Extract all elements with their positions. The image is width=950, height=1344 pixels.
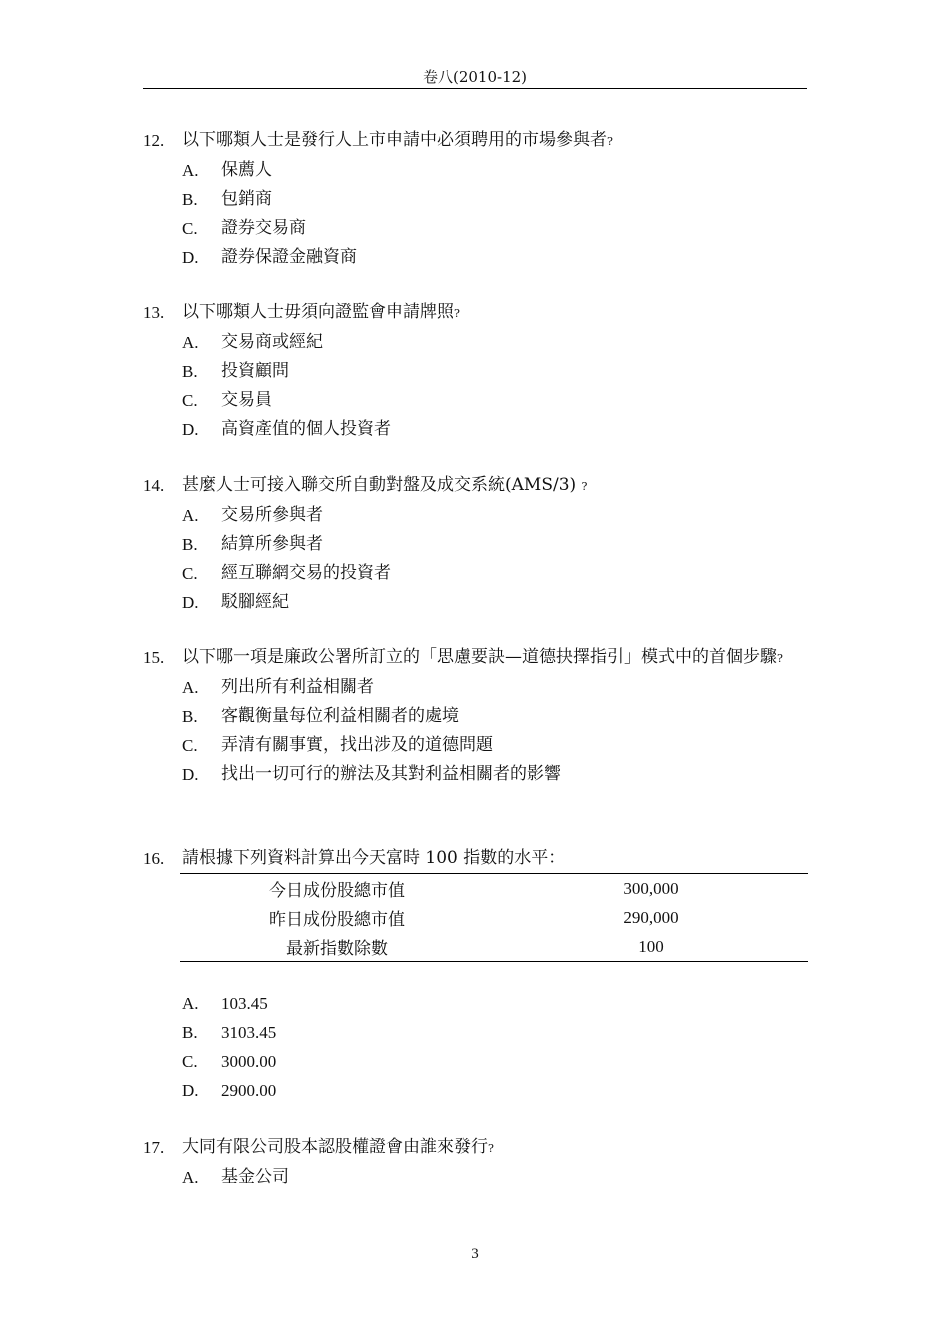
option-letter: A. bbox=[182, 161, 199, 180]
option-text: 3000.00 bbox=[221, 1052, 277, 1071]
question-15 bbox=[143, 643, 807, 789]
question-stem: 以下哪類人士毋須向證監會申請牌照 bbox=[182, 302, 454, 322]
option-text: 103.45 bbox=[221, 994, 268, 1013]
option-c bbox=[182, 1047, 807, 1076]
option-letter: D. bbox=[182, 1081, 199, 1100]
question-number: 16. bbox=[143, 849, 165, 868]
option-a bbox=[182, 501, 807, 530]
question-number: 15. bbox=[143, 648, 165, 667]
table-row bbox=[180, 932, 808, 962]
option-letter: D. bbox=[182, 420, 199, 439]
option-letter: A. bbox=[182, 1168, 199, 1187]
option-c bbox=[182, 731, 807, 760]
option-a bbox=[182, 1163, 807, 1192]
question-13 bbox=[143, 298, 807, 444]
option-letter: A. bbox=[182, 333, 199, 352]
option-b bbox=[182, 702, 807, 731]
question-stem: 以下哪一項是廉政公署所訂立的「思慮要訣—道德抉擇指引」模式中的首個步驟 bbox=[182, 647, 777, 667]
row-value: 300,000 bbox=[623, 878, 679, 898]
table-row bbox=[180, 903, 808, 932]
option-text: 找出一切可行的辦法及其對利益相關者的影響 bbox=[221, 764, 561, 784]
option-text: 證券保證金融資商 bbox=[221, 247, 357, 267]
option-c bbox=[182, 559, 807, 588]
option-text: 交易所參與者 bbox=[221, 505, 323, 525]
question-16-options bbox=[143, 989, 807, 1105]
question-mark: ? bbox=[454, 307, 460, 320]
question-stem: 以下哪類人士是發行人上市申請中必須聘用的市場參與者 bbox=[182, 130, 607, 150]
option-a bbox=[182, 989, 807, 1018]
option-text: 2900.00 bbox=[221, 1081, 277, 1100]
option-letter: C. bbox=[182, 736, 198, 755]
row-label: 最新指數除數 bbox=[286, 939, 388, 959]
option-text: 投資顧問 bbox=[221, 361, 289, 381]
option-letter: C. bbox=[182, 219, 198, 238]
question-number: 14. bbox=[143, 476, 165, 495]
option-b bbox=[182, 185, 807, 214]
question-mark: ? bbox=[488, 1142, 494, 1155]
option-d bbox=[182, 1076, 807, 1105]
option-a bbox=[182, 673, 807, 702]
question-number: 17. bbox=[143, 1138, 165, 1157]
option-letter: B. bbox=[182, 362, 198, 381]
option-text: 客觀衡量每位利益相關者的處境 bbox=[221, 706, 459, 726]
option-text: 包銷商 bbox=[221, 189, 272, 209]
option-a bbox=[182, 156, 807, 185]
option-letter: A. bbox=[182, 506, 199, 525]
option-text: 交易員 bbox=[221, 390, 272, 410]
option-text: 結算所參與者 bbox=[221, 534, 323, 554]
option-text: 基金公司 bbox=[221, 1167, 289, 1187]
question-stem: 請根據下列資料計算出今天富時 100 指數的水平： bbox=[182, 848, 566, 868]
option-letter: B. bbox=[182, 707, 198, 726]
option-text: 弄清有關事實，找出涉及的道德問題 bbox=[221, 735, 493, 755]
option-text: 保薦人 bbox=[221, 160, 272, 180]
row-label: 昨日成份股總市值 bbox=[269, 910, 405, 930]
option-text: 交易商或經紀 bbox=[221, 332, 323, 352]
option-letter: B. bbox=[182, 1023, 198, 1042]
page-header: 卷八(2010-12) bbox=[422, 68, 528, 86]
table-row bbox=[180, 874, 808, 904]
option-letter: C. bbox=[182, 564, 198, 583]
option-c bbox=[182, 214, 807, 243]
question-number: 13. bbox=[143, 303, 165, 322]
question-14 bbox=[143, 471, 807, 617]
header-divider bbox=[143, 88, 807, 89]
option-letter: C. bbox=[182, 1052, 198, 1071]
page-number: 3 bbox=[471, 1246, 479, 1262]
option-text: 證券交易商 bbox=[221, 218, 306, 238]
index-data-table bbox=[180, 873, 808, 962]
question-stem: 甚麼人士可接入聯交所自動對盤及成交系統(AMS/3) bbox=[182, 475, 577, 495]
option-b bbox=[182, 357, 807, 386]
option-c bbox=[182, 386, 807, 415]
question-mark: ? bbox=[777, 652, 783, 665]
option-d bbox=[182, 588, 807, 617]
option-letter: C. bbox=[182, 391, 198, 410]
question-16 bbox=[143, 844, 807, 873]
row-value: 290,000 bbox=[623, 907, 679, 927]
option-letter: A. bbox=[182, 994, 199, 1013]
option-b bbox=[182, 530, 807, 559]
option-letter: D. bbox=[182, 593, 199, 612]
question-12 bbox=[143, 126, 807, 272]
option-letter: A. bbox=[182, 678, 199, 697]
option-text: 列出所有利益相關者 bbox=[221, 677, 374, 697]
option-text: 駁腳經紀 bbox=[221, 592, 289, 612]
option-b bbox=[182, 1018, 807, 1047]
option-text: 經互聯網交易的投資者 bbox=[221, 563, 391, 583]
question-number: 12. bbox=[143, 131, 165, 150]
option-text: 高資產值的個人投資者 bbox=[221, 419, 391, 439]
option-d bbox=[182, 243, 807, 272]
option-letter: B. bbox=[182, 190, 198, 209]
option-letter: D. bbox=[182, 248, 199, 267]
option-letter: B. bbox=[182, 535, 198, 554]
option-d bbox=[182, 760, 807, 789]
question-stem: 大同有限公司股本認股權證會由誰來發行 bbox=[182, 1137, 488, 1157]
option-d bbox=[182, 415, 807, 444]
option-a bbox=[182, 328, 807, 357]
question-mark: ? bbox=[607, 135, 613, 148]
question-17 bbox=[143, 1133, 807, 1192]
row-value: 100 bbox=[638, 936, 664, 956]
question-mark: ? bbox=[581, 480, 588, 493]
row-label: 今日成份股總市值 bbox=[269, 881, 405, 901]
option-text: 3103.45 bbox=[221, 1023, 277, 1042]
option-letter: D. bbox=[182, 765, 199, 784]
